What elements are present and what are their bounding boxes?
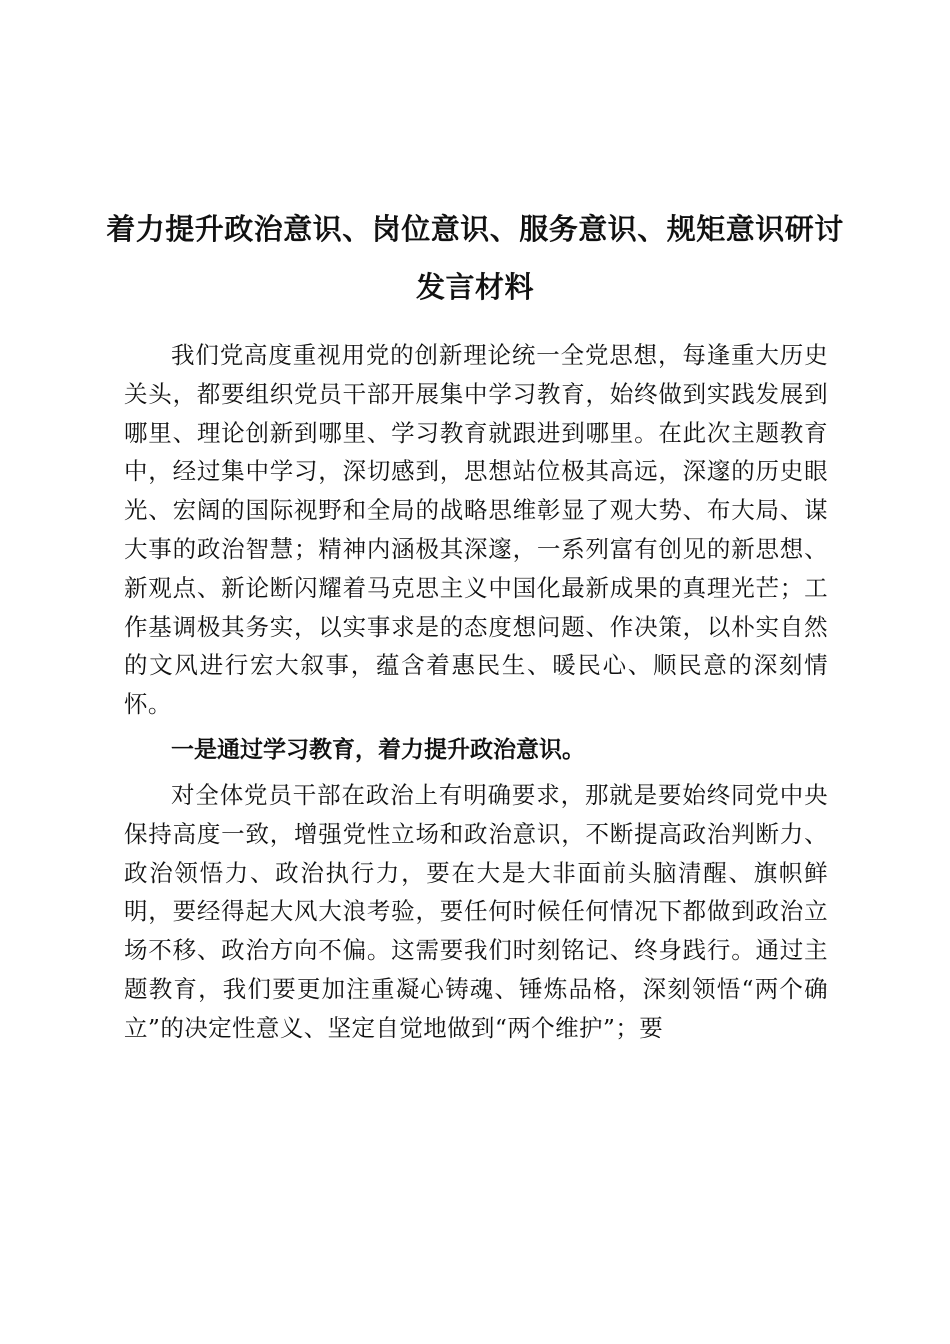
document-title [100,200,850,316]
paragraph-intro: 我们党高度重视用党的创新理论统一全党思想，每逢重大历史关头，都要组织党员干部开展集中学习教育，始终做到实践发展到哪里、理论创新到哪里、学习教育就跟进到哪里。在此次主题教育中，经过集中学习，深切感到，思想站位极其高远，深邃的历史眼光、宏阔的国际视野和全局的战略思维彰显了观大势、布大局、谋大事的政治智慧；精神内涵极其深邃，一系列富有创见的新思想、新观点、新论断闪耀着马克思主义中国化最新成果的真理光芒；工作基调极其务实，以实事求是的态度想问题、作决策，以朴实自然的文风进行宏大叙事，蕴含着惠民生、暖民心、顺民意的深刻情怀。 [124,341,828,719]
document-body [124,336,828,1048]
title-line-2: 发言材料 [415,270,534,304]
paragraph-section-1: 对全体党员干部在政治上有明确要求，那就是要始终同党中央保持高度一致，增强党性立场和政治意识，不断提高政治判断力、政治领悟力、政治执行力，要在大是大非面前头脑清醒、旗帜鲜明，要经得起大风大浪考验，要任何时候任何情况下都做到政治立场不移、政治方向不偏。这需要我们时刻铭记、终身践行。通过主题教育，我们要更加注重凝心铸魂、锤炼品格，深刻领悟“两个确立”的决定性意义、坚定自觉地做到“两个维护”；要 [124,780,828,1042]
title-line-1: 着力提升政治意识、岗位意识、服务意识、规矩意识研讨 [106,212,844,246]
section-heading-1: 一是通过学习教育，着力提升政治意识。 [171,736,585,763]
